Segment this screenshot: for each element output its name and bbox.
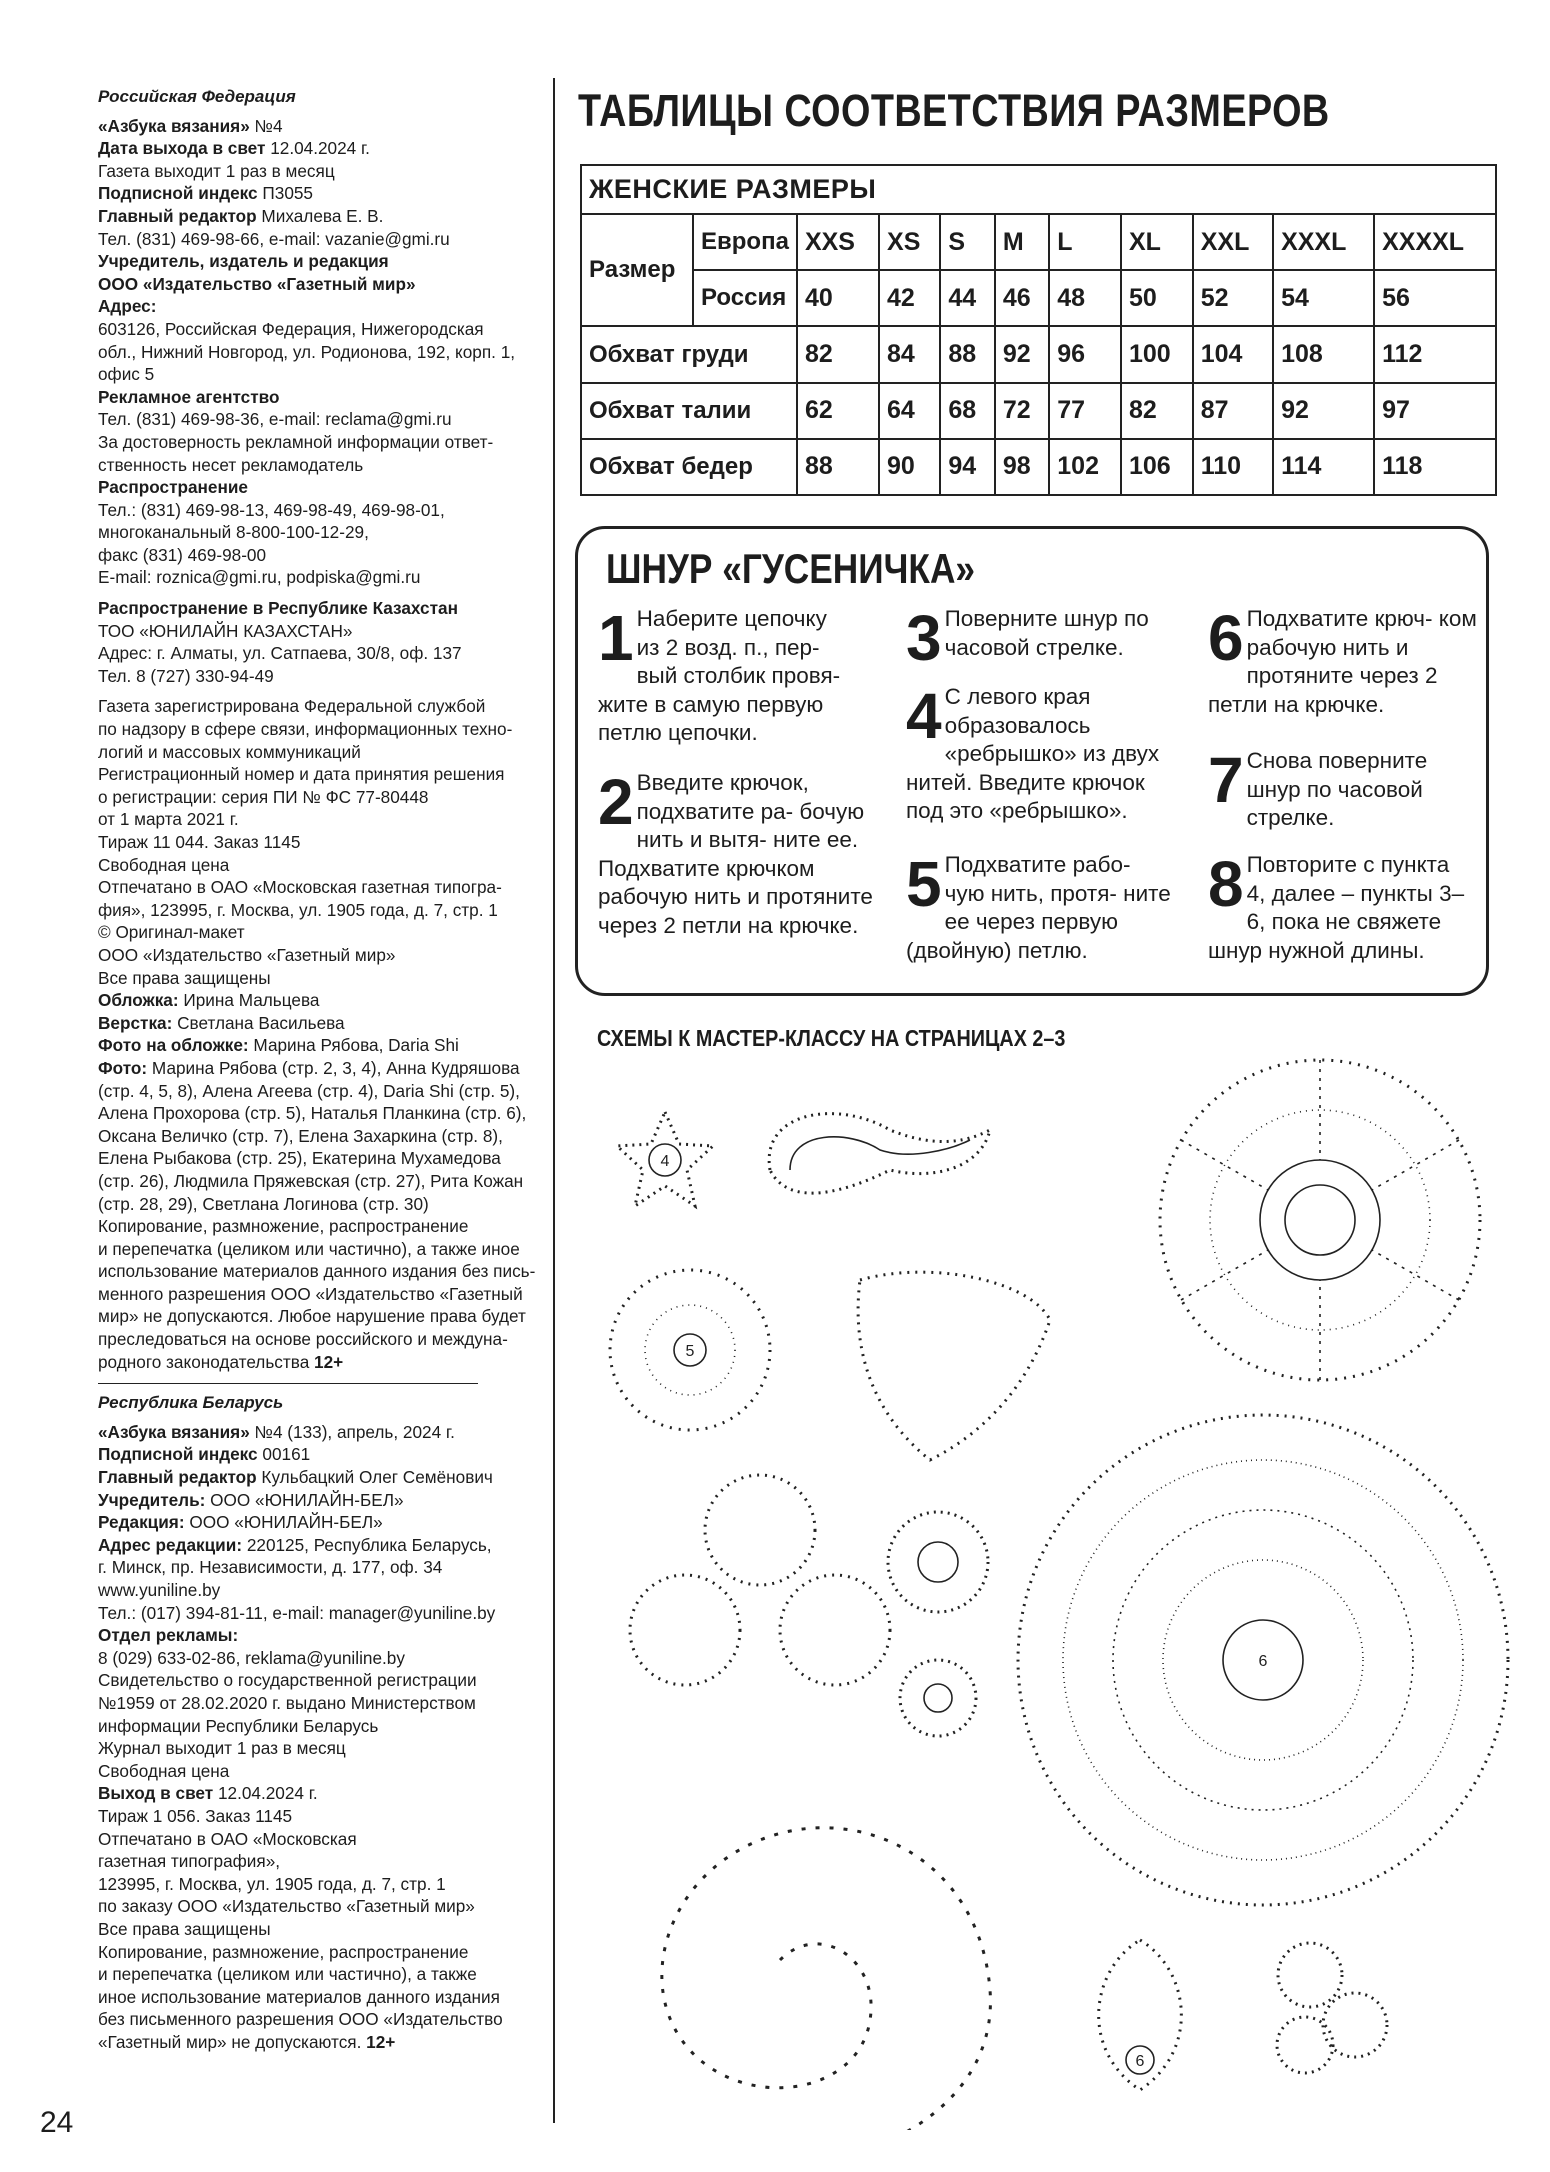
imprint-line xyxy=(98,1489,548,1512)
measure-cell: 108 xyxy=(1273,326,1374,382)
leaf-diagram xyxy=(858,1272,1050,1460)
imprint-line-text: Все права защищены xyxy=(98,967,271,988)
imprint-line xyxy=(98,1351,548,1374)
measure-cell: 92 xyxy=(995,326,1049,382)
size-row-russia xyxy=(581,270,1496,326)
imprint-line-text: Свидетельство о государственной регистрации xyxy=(98,1670,477,1691)
imprint-line-text: 12.04.2024 г. xyxy=(265,138,370,159)
imprint-line xyxy=(98,1238,548,1261)
imprint-line-label: Фото на обложке: xyxy=(98,1035,249,1056)
imprint-line-text: мир» не допускаются. Любое нарушение права будет xyxy=(98,1306,526,1327)
imprint-line-text: и перепечатка (целиком или частично), а также иное xyxy=(98,1238,520,1259)
measure-label: Обхват бедер xyxy=(581,439,797,495)
russia-label: Россия xyxy=(693,270,797,326)
step-text: Подхватите крюч- ком рабочую нить и протяните через 2 петли на крючке. xyxy=(1208,606,1477,717)
step-number: 6 xyxy=(1208,602,1244,674)
imprint-line xyxy=(98,1102,548,1125)
measure-cell: 97 xyxy=(1374,383,1496,439)
imprint-line-label: Верстка: xyxy=(98,1012,173,1033)
cord-step-2 xyxy=(598,766,888,940)
imprint-line-text: без письменного разрешения ООО «Издательство xyxy=(98,2009,503,2030)
imprint-line-text: Тел.: (017) 394-81-11, e-mail: manager@yuniline.by xyxy=(98,1602,496,1623)
imprint-line xyxy=(98,899,548,922)
imprint-line xyxy=(98,454,548,477)
scheme-label: 6 xyxy=(1258,1653,1268,1670)
imprint-line-text: 8 (029) 633-02-86, reklama@yuniline.by xyxy=(98,1647,405,1668)
imprint-line-text: ООО «Издательство «Газетный мир» xyxy=(98,944,396,965)
cord-step-1 xyxy=(598,602,853,748)
measure-cell: 77 xyxy=(1049,383,1121,439)
imprint-line xyxy=(98,160,548,183)
paisley-diagram xyxy=(769,1114,990,1193)
imprint-line xyxy=(98,1283,548,1306)
measure-row xyxy=(581,383,1496,439)
imprint-line-text: преследоваться на основе российского и междуна- xyxy=(98,1329,508,1350)
imprint-line-text: Копирование, размножение, распространение xyxy=(98,1216,469,1237)
europe-size-cell: XL xyxy=(1121,214,1193,270)
imprint-line-text: Все права защищены xyxy=(98,1918,271,1939)
cord-step-4 xyxy=(906,680,1176,826)
measure-cell: 72 xyxy=(995,383,1049,439)
imprint-line xyxy=(98,1895,548,1918)
cord-title: ШНУР «ГУСЕНИЧКА» xyxy=(606,545,976,592)
measure-label: Обхват талии xyxy=(581,383,797,439)
imprint-line xyxy=(98,808,548,831)
size-row-europe xyxy=(581,214,1496,270)
imprint-line xyxy=(98,476,548,499)
imprint-line xyxy=(98,921,548,944)
measure-cell: 92 xyxy=(1273,383,1374,439)
imprint-line-text: ственность несет рекламодатель xyxy=(98,454,364,475)
europe-size-cell: L xyxy=(1049,214,1121,270)
step-text: Введите крючок, подхватите ра- бочую нить и вытя- ните ее. Подхватите крючком рабочую нить и протяните через 2 петли на крючке. xyxy=(598,770,873,938)
europe-size-cell: XXXL xyxy=(1273,214,1374,270)
imprint-line-text: Тел. (831) 469-98-36, e-mail: reclama@gmi.ru xyxy=(98,409,452,430)
russia-size-cell: 54 xyxy=(1273,270,1374,326)
imprint-line-text: Марина Рябова, Daria Shi xyxy=(248,1035,459,1056)
imprint-line xyxy=(98,1963,548,1986)
europe-size-cell: XS xyxy=(879,214,940,270)
imprint-line-text: использование материалов данного издания без пись- xyxy=(98,1261,536,1282)
imprint-line-text: факс (831) 469-98-00 xyxy=(98,544,267,565)
imprint-line-text: многоканальный 8-800-100-12-29, xyxy=(98,522,369,543)
imprint-line xyxy=(98,386,548,409)
imprint-line xyxy=(98,1602,548,1625)
step-number: 5 xyxy=(906,848,942,920)
cord-step-6 xyxy=(1208,602,1478,719)
imprint-russia-header: Российская Федерация xyxy=(98,87,296,106)
imprint-line-text: офис 5 xyxy=(98,364,155,385)
imprint-line-text: по надзору в сфере связи, информационных техно- xyxy=(98,719,513,740)
imprint-line xyxy=(98,1805,548,1828)
imprint-line-label: Подписной индекс xyxy=(98,183,258,204)
russia-size-cell: 50 xyxy=(1121,270,1193,326)
imprint-line xyxy=(98,1737,548,1760)
imprint-line xyxy=(98,273,548,296)
imprint-line-text: (стр. 28, 29), Светлана Логинова (стр. 30) xyxy=(98,1193,429,1214)
measure-cell: 100 xyxy=(1121,326,1193,382)
imprint-line xyxy=(98,521,548,544)
imprint-line xyxy=(98,1305,548,1328)
imprint-line xyxy=(98,944,548,967)
imprint-line-label: Рекламное агентство xyxy=(98,386,280,407)
imprint-divider xyxy=(98,1383,478,1384)
imprint-line xyxy=(98,318,548,341)
imprint-line-label: Дата выхода в свет xyxy=(98,138,266,159)
imprint-line-text: Тел. 8 (727) 330-94-49 xyxy=(98,665,274,686)
imprint-russia-lines xyxy=(98,115,548,1374)
imprint-line-text: от 1 марта 2021 г. xyxy=(98,809,239,830)
measure-cell: 82 xyxy=(1121,383,1193,439)
imprint-line xyxy=(98,967,548,990)
imprint-line xyxy=(98,763,548,786)
measure-cell: 110 xyxy=(1193,439,1273,495)
imprint-line xyxy=(98,1421,548,1444)
imprint-line xyxy=(98,1193,548,1216)
imprint-line xyxy=(98,499,548,522)
imprint-line xyxy=(98,989,548,1012)
imprint-line xyxy=(98,695,548,718)
imprint-line xyxy=(98,1215,548,1238)
tiny-flower-diagram xyxy=(1277,1943,1387,2073)
imprint-line-text: Копирование, размножение, распространение xyxy=(98,1941,469,1962)
imprint-line-label: Выход в свет xyxy=(98,1783,214,1804)
russia-size-cell: 56 xyxy=(1374,270,1496,326)
imprint-line xyxy=(98,1850,548,1873)
imprint-line-text: ТОО «ЮНИЛАЙН КАЗАХСТАН» xyxy=(98,620,353,641)
crochet-diagrams xyxy=(580,1030,1510,2130)
imprint-line-text: E-mail: roznica@gmi.ru, podpiska@gmi.ru xyxy=(98,567,421,588)
imprint-line xyxy=(98,228,548,251)
small-circle-diagram xyxy=(900,1660,976,1736)
imprint-line xyxy=(98,876,548,899)
imprint-line-text: Адрес: г. Алматы, ул. Сатпаева, 30/8, оф. 137 xyxy=(98,643,462,664)
measure-cell: 96 xyxy=(1049,326,1121,382)
imprint-line-label: Обложка: xyxy=(98,990,179,1011)
imprint-line-text: © Оригинал-макет xyxy=(98,922,245,943)
cord-step-3 xyxy=(906,602,1176,674)
russia-size-cell: 40 xyxy=(797,270,879,326)
step-text: Повторите с пункта 4, далее – пункты 3–6, пока не свяжете шнур нужной длины. xyxy=(1208,852,1465,963)
imprint-line xyxy=(98,1125,548,1148)
imprint-line xyxy=(98,1828,548,1851)
imprint-line xyxy=(98,1012,548,1035)
imprint-line xyxy=(98,1692,548,1715)
imprint-line xyxy=(98,431,548,454)
imprint-line-label: Главный редактор xyxy=(98,205,257,226)
imprint-line-label: Отдел рекламы: xyxy=(98,1625,239,1646)
imprint-line-label: Адрес редакции: xyxy=(98,1534,243,1555)
size-table xyxy=(580,164,1497,496)
imprint-line-label: Фото: xyxy=(98,1057,148,1078)
imprint-line-text: менного разрешения ООО «Издательство «Газетный xyxy=(98,1283,523,1304)
imprint-line-text: обл., Нижний Новгород, ул. Родионова, 192, корп. 1, xyxy=(98,341,516,362)
russia-size-cell: 42 xyxy=(879,270,940,326)
imprint-line xyxy=(98,363,548,386)
imprint-line-label: Учредитель: xyxy=(98,1489,206,1510)
imprint-line xyxy=(98,1941,548,1964)
imprint-line-text: 12.04.2024 г. xyxy=(213,1783,318,1804)
large-flower-diagram xyxy=(1160,1060,1480,1380)
cord-instruction-box xyxy=(575,526,1489,996)
step-number: 4 xyxy=(906,680,942,752)
imprint-line xyxy=(98,205,548,228)
imprint-line-text: Журнал выходит 1 раз в месяц xyxy=(98,1738,346,1759)
measure-cell: 88 xyxy=(797,439,879,495)
imprint-line-label: Адрес: xyxy=(98,296,157,317)
imprint-line-text: «Газетный мир» не допускаются. xyxy=(98,2031,362,2052)
imprint-line-text: Газета зарегистрирована Федеральной службой xyxy=(98,696,486,717)
measure-cell: 87 xyxy=(1193,383,1273,439)
imprint-line-text: 123995, г. Москва, ул. 1905 года, д. 7, стр. 1 xyxy=(98,1873,446,1894)
imprint-line xyxy=(98,620,548,643)
europe-size-cell: XXXXL xyxy=(1374,214,1496,270)
imprint-line xyxy=(98,115,548,138)
imprint-line-label: «Азбука вязания» xyxy=(98,115,250,136)
imprint-line xyxy=(98,1534,548,1557)
imprint-line-text: (стр. 4, 5, 8), Алена Агеева (стр. 4), Daria Shi (стр. 5), xyxy=(98,1080,520,1101)
imprint-line-text: №4 (133), апрель, 2024 г. xyxy=(249,1421,455,1442)
measure-row xyxy=(581,439,1496,495)
age-rating: 12+ xyxy=(309,1351,344,1372)
measure-cell: 98 xyxy=(995,439,1049,495)
imprint-line xyxy=(98,1624,548,1647)
imprint-line-text: Отпечатано в ОАО «Московская газетная типогра- xyxy=(98,877,502,898)
imprint-line xyxy=(98,1986,548,2009)
small-circle-diagram xyxy=(888,1512,988,1612)
step-text: С левого края образовалось «ребрышко» из двух нитей. Введите крючок под это «ребрышко». xyxy=(906,684,1160,823)
europe-size-cell: S xyxy=(940,214,994,270)
imprint-line xyxy=(98,1873,548,1896)
imprint-line-text: логий и массовых коммуникаций xyxy=(98,741,361,762)
imprint-line-text: 220125, Республика Беларусь, xyxy=(242,1534,492,1555)
imprint-line xyxy=(98,1080,548,1103)
imprint-line xyxy=(98,341,548,364)
imprint-line-text: Тел.: (831) 469-98-13, 469-98-49, 469-98-01, xyxy=(98,499,445,520)
imprint-line-text: П3055 xyxy=(257,183,313,204)
step-text: Поверните шнур по часовой стрелке. xyxy=(944,606,1149,660)
cord-step-5 xyxy=(906,848,1176,965)
imprint-line xyxy=(98,1782,548,1805)
step-number: 2 xyxy=(598,766,634,838)
imprint-line-text: Алена Прохорова (стр. 5), Наталья Планкина (стр. 6), xyxy=(98,1103,527,1124)
russia-size-cell: 46 xyxy=(995,270,1049,326)
russia-size-cell: 52 xyxy=(1193,270,1273,326)
imprint-line-text: и перепечатка (целиком или частично), а также xyxy=(98,1964,477,1985)
imprint-line-label: Распространение в Республике Казахстан xyxy=(98,598,458,619)
measure-row xyxy=(581,326,1496,382)
measure-cell: 62 xyxy=(797,383,879,439)
imprint-line-text: родного законодательства xyxy=(98,1351,310,1372)
size-table-heading-row xyxy=(581,165,1496,214)
imprint-line-text: информации Республики Беларусь xyxy=(98,1715,379,1736)
imprint-line xyxy=(98,1328,548,1351)
step-text: Подхватите рабо- чую нить, протя- ните ее через первую (двойную) петлю. xyxy=(906,852,1171,963)
measure-cell: 84 xyxy=(879,326,940,382)
imprint-line xyxy=(98,718,548,741)
imprint-column xyxy=(98,86,548,2053)
imprint-line-text: ООО «ЮНИЛАЙН-БЕЛ» xyxy=(184,1512,383,1533)
imprint-line xyxy=(98,1443,548,1466)
scheme-label: 5 xyxy=(685,1343,695,1360)
imprint-line xyxy=(98,854,548,877)
imprint-belarus-header: Республика Беларусь xyxy=(98,1393,284,1413)
imprint-line-text: Свободная цена xyxy=(98,1760,230,1781)
imprint-line-label: Распространение xyxy=(98,477,248,498)
imprint-line xyxy=(98,831,548,854)
imprint-line-text: Отпечатано в ОАО «Московская xyxy=(98,1828,357,1849)
imprint-line xyxy=(98,1057,548,1080)
imprint-line xyxy=(98,1034,548,1057)
measure-cell: 88 xyxy=(940,326,994,382)
europe-size-cell: XXL xyxy=(1193,214,1273,270)
imprint-line xyxy=(98,295,548,318)
imprint-line-text: www.yuniline.by xyxy=(98,1580,221,1600)
imprint-line-label: «Азбука вязания» xyxy=(98,1421,250,1442)
imprint-line xyxy=(98,1760,548,1783)
cord-step-8 xyxy=(1208,848,1468,965)
imprint-line-text: Тираж 1 056. Заказ 1145 xyxy=(98,1805,293,1826)
cord-step-7 xyxy=(1208,744,1468,833)
step-text: Наберите цепочку из 2 возд. п., пер- вый столбик провя- жите в самую первую петлю цепочки. xyxy=(598,606,841,745)
imprint-line-text: (стр. 26), Людмила Пряжевская (стр. 27), Рита Кожан xyxy=(98,1170,524,1191)
imprint-line-label: Главный редактор xyxy=(98,1467,257,1488)
russia-size-cell: 48 xyxy=(1049,270,1121,326)
measure-cell: 112 xyxy=(1374,326,1496,382)
imprint-line-text: по заказу ООО «Издательство «Газетный мир» xyxy=(98,1896,475,1917)
imprint-line-text: №4 xyxy=(249,115,283,136)
measure-cell: 114 xyxy=(1273,439,1374,495)
imprint-line xyxy=(98,1466,548,1489)
imprint-line xyxy=(98,250,548,273)
imprint-belarus-lines xyxy=(98,1421,548,2054)
imprint-line xyxy=(98,1715,548,1738)
imprint-line xyxy=(98,2031,548,2054)
trefoil-diagram xyxy=(630,1475,890,1685)
measure-cell: 64 xyxy=(879,383,940,439)
scheme-label: 6 xyxy=(1135,2053,1145,2070)
imprint-line-text: г. Минск, пр. Независимости, д. 177, оф. 34 xyxy=(98,1557,443,1578)
imprint-line xyxy=(98,2008,548,2031)
imprint-line-text: Елена Рыбакова (стр. 25), Екатерина Мухамедова xyxy=(98,1148,501,1169)
step-number: 8 xyxy=(1208,848,1244,920)
imprint-line-text: 603126, Российская Федерация, Нижегородская xyxy=(98,318,484,339)
imprint-line xyxy=(98,786,548,809)
imprint-line-text: Тираж 11 044. Заказ 1145 xyxy=(98,832,301,852)
column-rule xyxy=(553,78,555,2123)
imprint-line-text: Кульбацкий Олег Семёнович xyxy=(256,1467,493,1488)
imprint-line-text: Светлана Васильева xyxy=(172,1012,345,1033)
measure-cell: 94 xyxy=(940,439,994,495)
imprint-line xyxy=(98,182,548,205)
imprint-line xyxy=(98,1511,548,1534)
imprint-line xyxy=(98,1147,548,1170)
imprint-line-text: За достоверность рекламной информации ответ- xyxy=(98,431,494,452)
step-number: 7 xyxy=(1208,744,1244,816)
measure-cell: 90 xyxy=(879,439,940,495)
page-title: ТАБЛИЦЫ СООТВЕТСТВИЯ РАЗМЕРОВ xyxy=(578,85,1330,136)
measure-cell: 106 xyxy=(1121,439,1193,495)
measure-cell: 68 xyxy=(940,383,994,439)
imprint-line-label: Редакция: xyxy=(98,1512,185,1533)
russia-size-cell: 44 xyxy=(940,270,994,326)
imprint-line-text: газетная типография», xyxy=(98,1851,281,1872)
imprint-line xyxy=(98,1918,548,1941)
imprint-line xyxy=(98,642,548,665)
imprint-line-text: Михалева Е. В. xyxy=(256,205,384,226)
size-table-heading: ЖЕНСКИЕ РАЗМЕРЫ xyxy=(581,165,1496,214)
measure-cell: 82 xyxy=(797,326,879,382)
imprint-line xyxy=(98,741,548,764)
measure-cell: 118 xyxy=(1374,439,1496,495)
age-rating: 12+ xyxy=(361,2031,396,2052)
size-label: Размер xyxy=(581,214,693,326)
imprint-line xyxy=(98,566,548,589)
imprint-line-text: о регистрации: серия ПИ № ФС 77-80448 xyxy=(98,786,429,807)
imprint-line xyxy=(98,1669,548,1692)
europe-label: Европа xyxy=(693,214,797,270)
imprint-line xyxy=(98,1579,548,1602)
imprint-line-text: Регистрационный номер и дата принятия решения xyxy=(98,764,505,785)
step-number: 3 xyxy=(906,602,942,674)
imprint-line-text: 00161 xyxy=(257,1444,311,1465)
imprint-line xyxy=(98,1556,548,1579)
step-text: Снова поверните шнур по часовой стрелке. xyxy=(1246,748,1428,830)
imprint-line xyxy=(98,597,548,620)
imprint-line-label: Подписной индекс xyxy=(98,1444,258,1465)
europe-size-cell: M xyxy=(995,214,1049,270)
measure-cell: 102 xyxy=(1049,439,1121,495)
imprint-line xyxy=(98,137,548,160)
imprint-line xyxy=(98,1170,548,1193)
europe-size-cell: XXS xyxy=(797,214,879,270)
imprint-line xyxy=(98,1260,548,1283)
step-number: 1 xyxy=(598,602,634,674)
imprint-line-text: Свободная цена xyxy=(98,854,230,875)
imprint-line-text: №1959 от 28.02.2020 г. выдано Министерством xyxy=(98,1692,476,1713)
imprint-line-text: ООО «ЮНИЛАЙН-БЕЛ» xyxy=(205,1489,404,1510)
imprint-line-text: Ирина Мальцева xyxy=(178,990,320,1011)
imprint-line-text: Газета выходит 1 раз в месяц xyxy=(98,160,335,181)
imprint-line-label: Учредитель, издатель и редакция xyxy=(98,251,389,272)
imprint-line xyxy=(98,665,548,688)
imprint-line-text: Марина Рябова (стр. 2, 3, 4), Анна Кудряшова xyxy=(147,1057,520,1078)
imprint-line-text: иное использование материалов данного издания xyxy=(98,1986,500,2007)
imprint-line xyxy=(98,544,548,567)
measure-cell: 104 xyxy=(1193,326,1273,382)
scheme-label: 4 xyxy=(660,1153,670,1170)
imprint-line xyxy=(98,1647,548,1670)
imprint-line xyxy=(98,408,548,431)
imprint-line-label: ООО «Издательство «Газетный мир» xyxy=(98,273,416,294)
imprint-line-text: Тел. (831) 469-98-66, e-mail: vazanie@gmi.ru xyxy=(98,228,450,249)
imprint-line-text: фия», 123995, г. Москва, ул. 1905 года, д. 7, стр. 1 xyxy=(98,899,498,920)
schemes-heading: СХЕМЫ К МАСТЕР-КЛАССУ НА СТРАНИЦАХ 2–3 xyxy=(597,1025,1066,1051)
page-number: 24 xyxy=(40,2106,74,2139)
imprint-line-text: Оксана Величко (стр. 7), Елена Захаркина (стр. 8), xyxy=(98,1125,503,1146)
spiral-diagram xyxy=(662,1828,991,2130)
measure-label: Обхват груди xyxy=(581,326,797,382)
spacer xyxy=(98,687,548,695)
spacer xyxy=(98,589,548,597)
